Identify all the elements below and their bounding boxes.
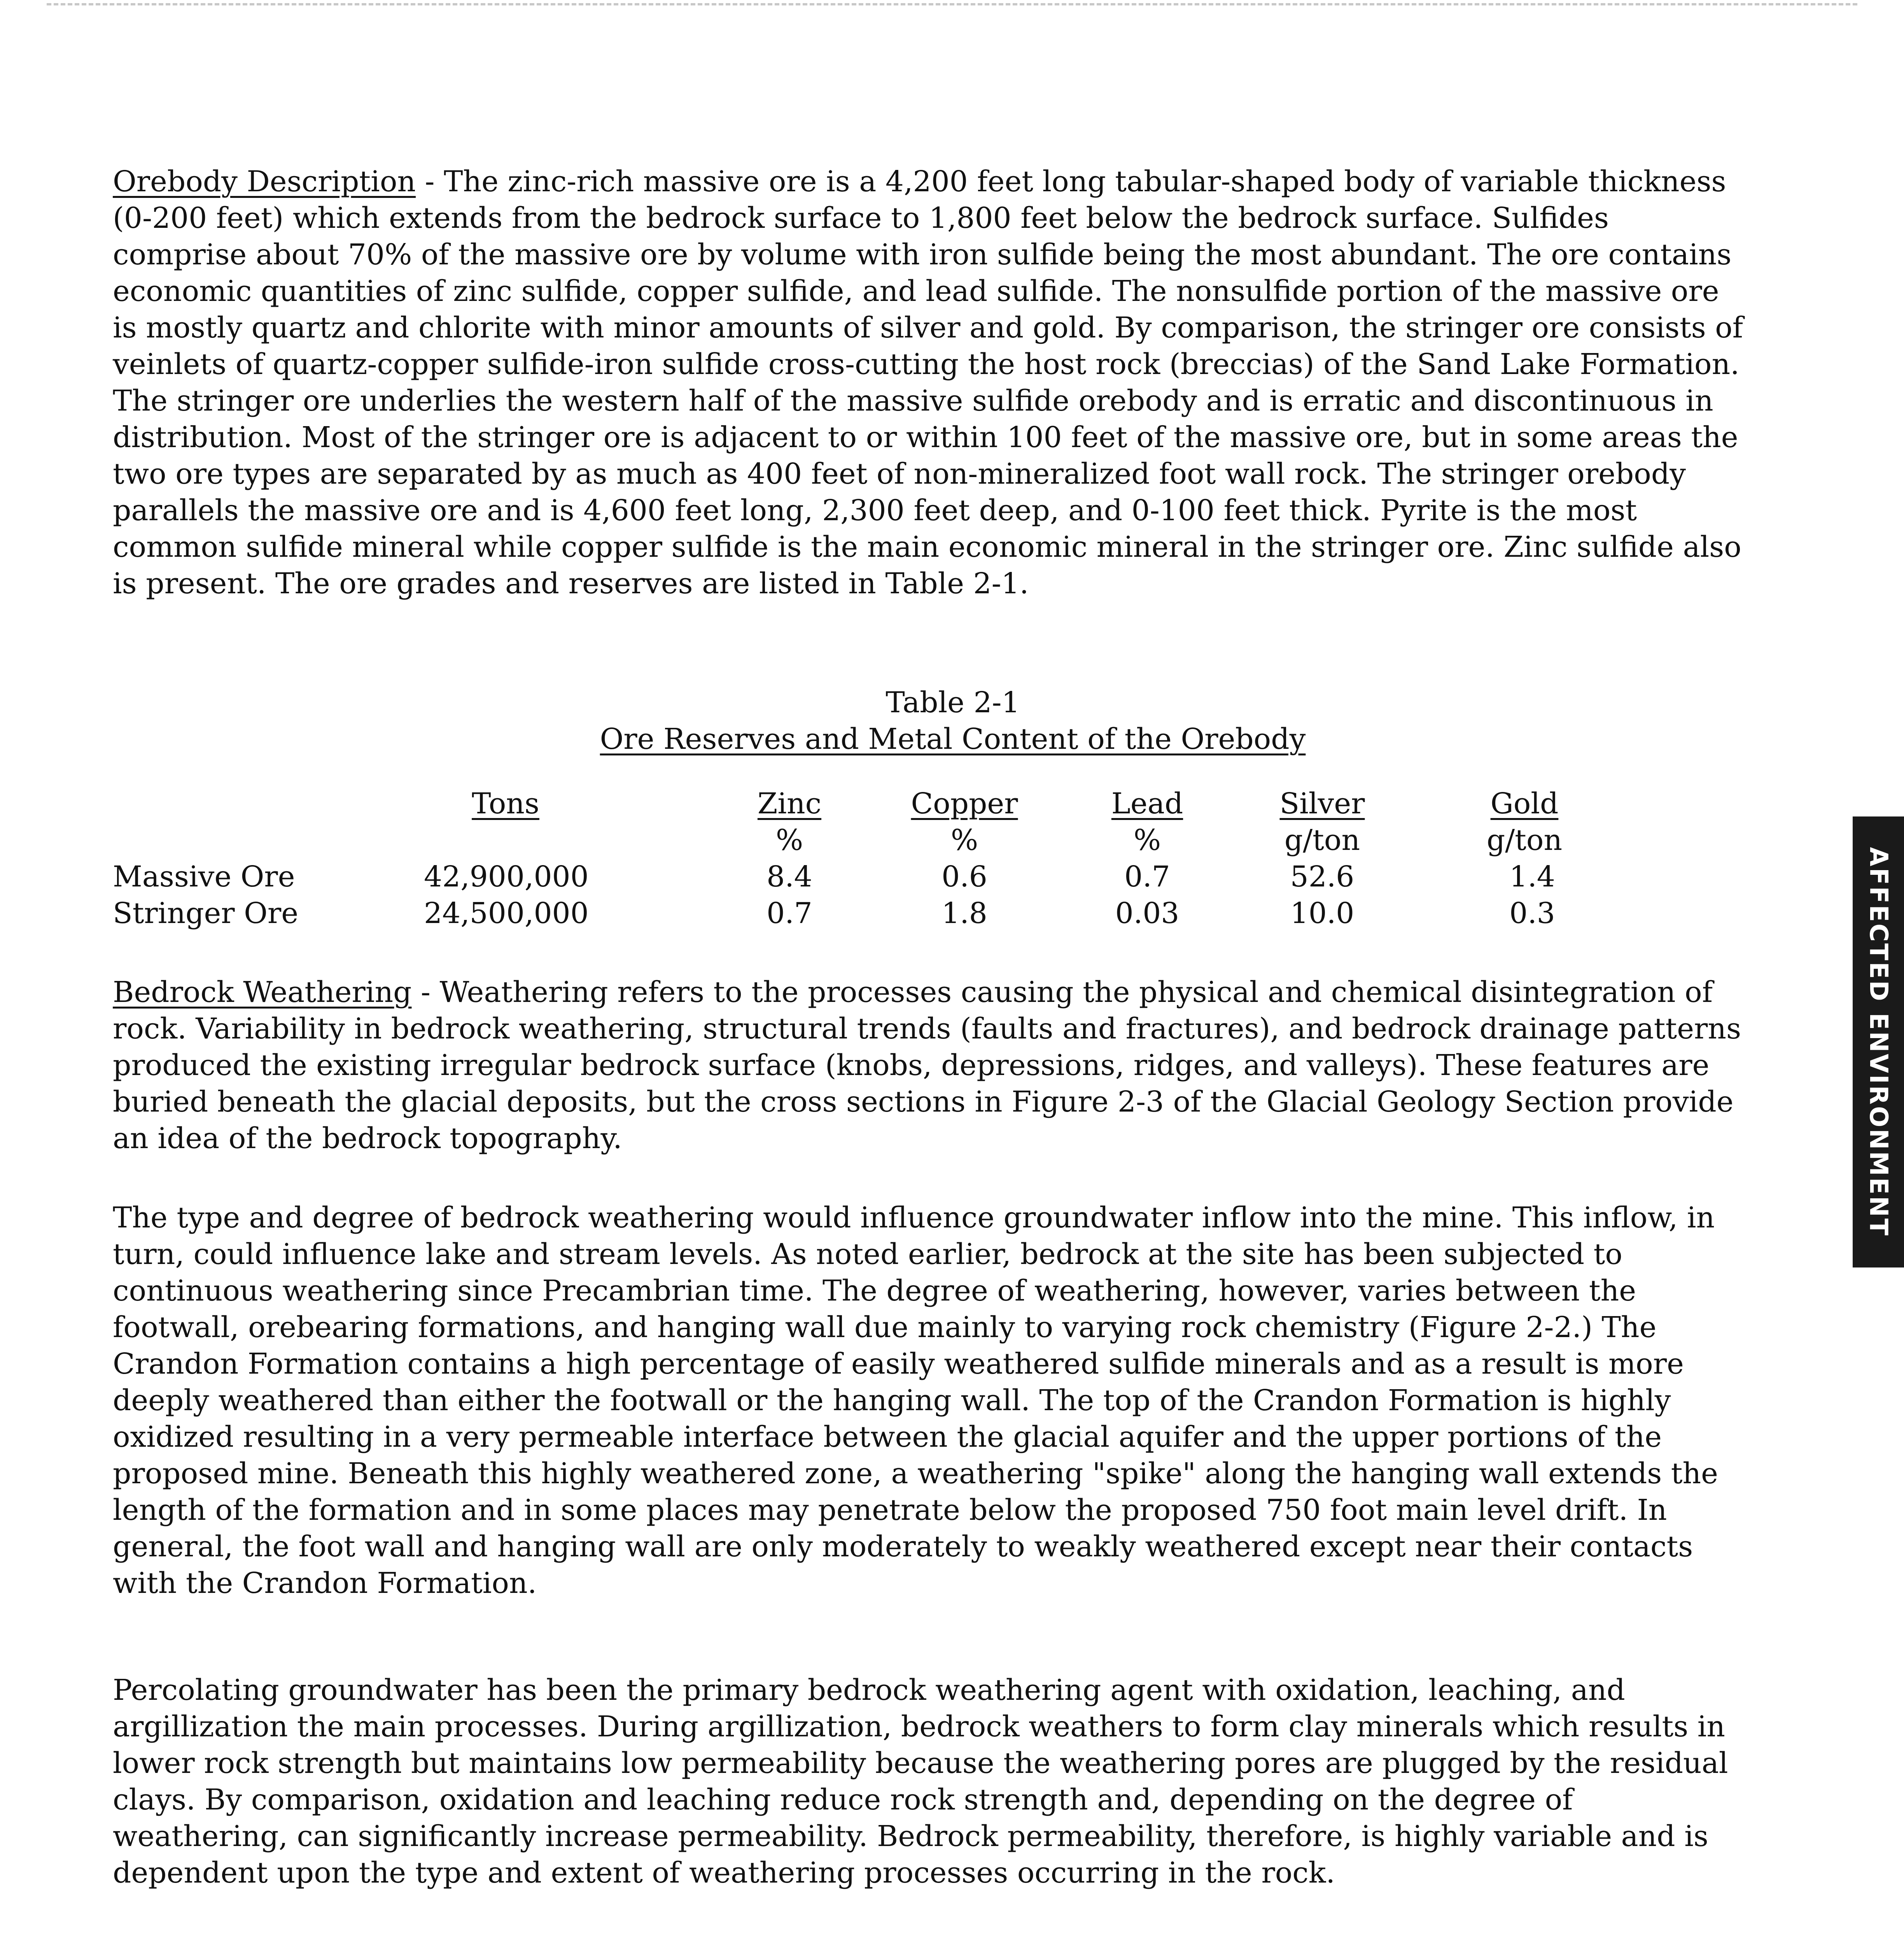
table-cell: 42,900,000 [424, 860, 589, 893]
orebody-description-heading: Orebody Description [113, 165, 416, 198]
col-header-tons: Tons [472, 787, 539, 820]
col-unit-lead: % [1133, 823, 1161, 857]
col-unit-silver: g/ton [1284, 823, 1360, 857]
affected-environment-tab [1853, 816, 1904, 1267]
percolating-groundwater-paragraph: Percolating groundwater has been the primary bedrock weathering agent with oxidation, leaching, and argillization the main processes. During argillization, bedrock weathers to form clay minerals which results in lower rock strength but maintains low permeability because the weathering pores are plugged by the residual clays. By comparison, oxidation and leaching reduce rock strength and, depending on the degree of weathering, can significantly increase permeability. Bedrock permeability, therefore, is highly variable and is dependent upon the type and extent of weathering processes occurring in the rock. [113, 1673, 1728, 1890]
table-cell: 0.3 [1509, 897, 1555, 930]
table-number: Table 2-1 [886, 686, 1020, 719]
bedrock-weathering-text: - Weathering refers to the processes causing the physical and chemical disintegration of rock. Variability in bedrock weathering, structural trends (faults and fractures), and bedrock drainage patterns produced the existing irregular bedrock surface (knobs, depressions, ridges, and valleys). These features are buried beneath the glacial deposits, but the cross sections in Figure 2-3 of the Glacial Geology Section provide an idea of the bedrock topography. [113, 975, 1741, 1155]
top-scan-rule [47, 3, 1857, 5]
weathering-type-paragraph: The type and degree of bedrock weathering would influence groundwater inflow into the mine. This inflow, in turn, could influence lake and stream levels. As noted earlier, bedrock at the site has been subjected to continuous weathering since Precambrian time. The degree of weathering, however, varies between the footwall, orebearing formations, and hanging wall due mainly to varying rock chemistry (Figure 2-2.) The Crandon Formation contains a high percentage of easily weathered sulfide minerals and as a result is more deeply weathered than either the footwall or the hanging wall. The top of the Crandon Formation is highly oxidized resulting in a very permeable interface between the glacial aquifer and the upper portions of the proposed mine. Beneath this highly weathered zone, a weathering "spike" along the hanging wall extends the length of the formation and in some places may penetrate below the proposed 750 foot main level drift. In general, the foot wall and hanging wall are only moderately to weakly weathered except near their contacts with the Crandon Formation. [113, 1201, 1718, 1600]
table-cell: 1.8 [942, 897, 987, 930]
orebody-description-paragraph [113, 163, 1750, 602]
table-cell: 8.4 [766, 860, 812, 893]
table-cell: 0.7 [1124, 860, 1170, 893]
table-cell: 24,500,000 [424, 897, 589, 930]
col-header-copper: Copper [911, 787, 1018, 820]
col-unit-zinc: % [775, 823, 803, 857]
col-header-gold: Gold [1490, 787, 1559, 820]
col-unit-gold: g/ton [1486, 823, 1563, 857]
orebody-description-section [113, 163, 1750, 602]
row-label-stringer-ore: Stringer Ore [113, 897, 299, 930]
col-header-silver: Silver [1279, 787, 1365, 820]
table-cell: 1.4 [1509, 860, 1555, 893]
col-header-zinc: Zinc [757, 787, 822, 820]
orebody-description-text: - The zinc-rich massive ore is a 4,200 feet long tabular-shaped body of variable thickness (0-200 feet) which extends from the bedrock surface to 1,800 feet below the bedrock surface. Sulfides comprise about 70% of the massive ore by volume with iron sulfide being the most abundant. The ore contains economic quantities of zinc sulfide, copper sulfide, and lead sulfide. The nonsulfide portion of the massive ore is mostly quartz and chlorite with minor amounts of silver and gold. By comparison, the stringer ore consists of veinlets of quartz-copper sulfide-iron sulfide cross-cutting the host rock (breccias) of the Sand Lake Formation. The stringer ore underlies the western half of the massive sulfide orebody and is erratic and discontinuous in distribution. Most of the stringer ore is adjacent to or within 100 feet of the massive ore, but in some areas the two ore types are separated by as much as 400 feet of non-mineralized foot wall rock. The stringer orebody parallels the massive ore and is 4,600 feet long, 2,300 feet deep, and 0-100 feet thick. Pyrite is the most common sulfide mineral while copper sulfide is the main economic mineral in the stringer ore. Zinc sulfide also is present. The ore grades and reserves are listed in Table 2-1. [113, 165, 1743, 600]
table-title: Ore Reserves and Metal Content of the Orebody [600, 722, 1306, 756]
col-header-lead: Lead [1111, 787, 1183, 820]
affected-environment-label: AFFECTED ENVIRONMENT [1864, 847, 1893, 1237]
table-cell: 10.0 [1290, 897, 1354, 930]
col-unit-copper: % [950, 823, 978, 857]
table-cell: 0.7 [766, 897, 812, 930]
bedrock-weathering-section [113, 974, 1750, 1157]
row-label-massive-ore: Massive Ore [113, 860, 295, 893]
table-cell: 0.03 [1115, 897, 1180, 930]
table-title-wrap [506, 721, 1400, 757]
bedrock-weathering-heading: Bedrock Weathering [113, 975, 412, 1009]
table-cell: 0.6 [942, 860, 987, 893]
table-cell: 52.6 [1290, 860, 1354, 893]
bedrock-weathering-paragraph [113, 974, 1750, 1157]
